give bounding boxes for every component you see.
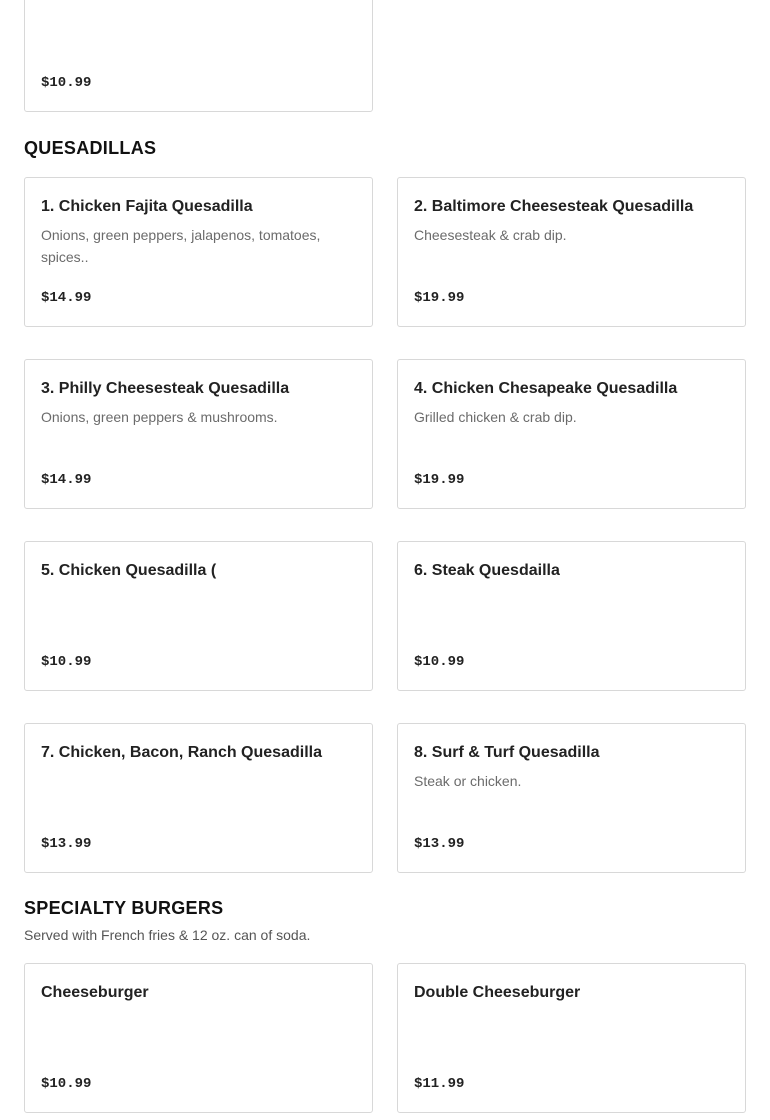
menu-item-card[interactable] [24,723,373,873]
menu-item-description: Cheesesteak & crab dip. [414,227,567,243]
menu-item-price: $19.99 [414,472,465,488]
menu-item-name: 3. Philly Cheesesteak Quesadilla [41,380,290,397]
menu-item-price: $11.99 [414,1076,465,1092]
menu-item-price: $19.99 [414,290,465,306]
menu-item-card[interactable] [24,359,373,509]
menu-item-name: 6. Steak Quesdailla [414,562,560,579]
section-title-quesadillas: QUESADILLAS [24,138,157,158]
menu-item-description: Onions, green peppers & mushrooms. [41,409,278,425]
menu-item-card[interactable] [397,541,746,691]
menu-item-name: 7. Chicken, Bacon, Ranch Quesadilla [41,744,322,761]
menu-item-price: $10.99 [414,654,465,670]
menu-item-description: Onions, green peppers, jalapenos, tomatoes, spices.. [41,227,321,265]
menu-item-name: Double Cheeseburger [414,984,581,1001]
menu-item-card[interactable] [24,541,373,691]
menu-item-price: $10.99 [41,1076,92,1092]
menu-item-card[interactable] [397,963,746,1113]
menu-item-card[interactable] [24,177,373,327]
menu-item-price: $13.99 [41,836,92,852]
menu-item-price: $10.99 [41,654,92,670]
menu-item-name: 5. Chicken Quesadilla ( [41,562,217,579]
menu-item-name: 8. Surf & Turf Quesadilla [414,744,600,761]
menu-item-card[interactable] [397,359,746,509]
menu-item-card[interactable] [397,723,746,873]
menu-item-name: 4. Chicken Chesapeake Quesadilla [414,380,678,397]
menu-item-price: $13.99 [414,836,465,852]
menu-item-price: $14.99 [41,290,92,306]
menu-item-name: 1. Chicken Fajita Quesadilla [41,198,253,215]
menu-item-description: Grilled chicken & crab dip. [414,409,577,425]
menu-item-description: Steak or chicken. [414,773,522,789]
menu-item-name: 2. Baltimore Cheesesteak Quesadilla [414,198,694,215]
menu-item-price: $14.99 [41,472,92,488]
menu-item-name: Cheeseburger [41,984,149,1001]
section-subtitle: Served with French fries & 12 oz. can of soda. [24,927,311,943]
menu-item-card[interactable] [24,0,373,112]
section-title-specialty-burgers: SPECIALTY BURGERS [24,898,224,918]
menu-item-price: $10.99 [41,75,92,91]
menu-item-card[interactable] [24,963,373,1113]
menu-item-card[interactable] [397,177,746,327]
